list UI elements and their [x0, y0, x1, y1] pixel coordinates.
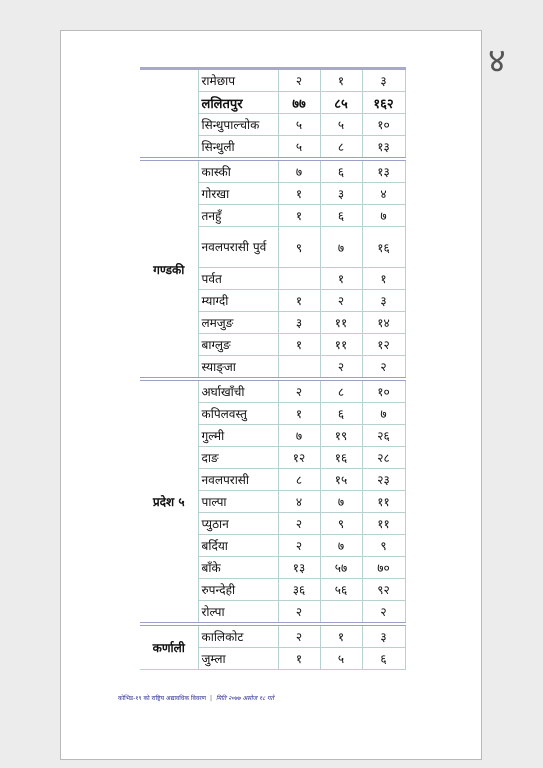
count-cell-1: [278, 356, 320, 380]
count-cell-1: २: [278, 601, 320, 625]
count-cell-2: ६: [320, 403, 362, 425]
district-cell: बाग्लुङ: [198, 334, 278, 356]
count-cell-1: ७: [278, 425, 320, 447]
district-cell: सिन्धुली: [198, 136, 278, 160]
table-row: [140, 379, 405, 403]
count-cell-2: ७: [320, 227, 362, 268]
count-cell-1: १: [278, 648, 320, 670]
district-cell: पर्वत: [198, 268, 278, 290]
total-cell: १०: [362, 379, 405, 403]
total-cell: १: [362, 268, 405, 290]
footer-date: मिति २०७७ असोज १८ गते: [216, 695, 274, 702]
total-cell: १४: [362, 312, 405, 334]
district-cell: कपिलवस्तु: [198, 403, 278, 425]
count-cell-2: १६: [320, 447, 362, 469]
district-cell: ललितपुर: [198, 92, 278, 114]
count-cell-2: १: [320, 624, 362, 648]
total-cell: ३: [362, 69, 405, 92]
total-cell: १३: [362, 136, 405, 160]
count-cell-1: १: [278, 403, 320, 425]
footer-title: कोभिड-१९ को राष्ट्रिय अद्यावधिक विवरण: [118, 695, 207, 702]
total-cell: ३: [362, 290, 405, 312]
count-cell-2: ५: [320, 648, 362, 670]
count-cell-2: ६: [320, 159, 362, 183]
count-cell-2: १५: [320, 469, 362, 491]
district-cell: स्याङ्जा: [198, 356, 278, 380]
count-cell-1: ८: [278, 469, 320, 491]
district-cell: तनहुँ: [198, 205, 278, 227]
district-cell: रामेछाप: [198, 69, 278, 92]
table-row: [140, 159, 405, 183]
count-cell-1: १: [278, 290, 320, 312]
count-cell-2: ८: [320, 379, 362, 403]
count-cell-2: ९: [320, 513, 362, 535]
district-cases-table: [140, 67, 406, 670]
total-cell: ३: [362, 624, 405, 648]
count-cell-2: ११: [320, 312, 362, 334]
district-cell: नवलपरासी पुर्व: [198, 227, 278, 268]
district-cell: गुल्मी: [198, 425, 278, 447]
count-cell-2: ८: [320, 136, 362, 160]
count-cell-1: १: [278, 183, 320, 205]
count-cell-2: ५७: [320, 557, 362, 579]
table-body: [140, 69, 405, 670]
table-row: [140, 69, 405, 92]
province-cell: कर्णाली: [140, 624, 198, 670]
count-cell-1: ४: [278, 491, 320, 513]
total-cell: ११: [362, 491, 405, 513]
district-cell: रुपन्देही: [198, 579, 278, 601]
total-cell: ९: [362, 535, 405, 557]
district-cell: सिन्धुपाल्चोक: [198, 114, 278, 136]
count-cell-1: १: [278, 334, 320, 356]
district-cell: बाँके: [198, 557, 278, 579]
total-cell: २: [362, 601, 405, 625]
district-cell: कालिकोट: [198, 624, 278, 648]
total-cell: १०: [362, 114, 405, 136]
total-cell: ६: [362, 648, 405, 670]
district-cell: पाल्पा: [198, 491, 278, 513]
footer-separator: |: [210, 695, 213, 702]
district-cell: जुम्ला: [198, 648, 278, 670]
count-cell-1: ३६: [278, 579, 320, 601]
district-cell: बर्दिया: [198, 535, 278, 557]
count-cell-2: ७: [320, 491, 362, 513]
district-cell: कास्की: [198, 159, 278, 183]
count-cell-2: [320, 601, 362, 625]
count-cell-1: १३: [278, 557, 320, 579]
total-cell: १२: [362, 334, 405, 356]
total-cell: ९२: [362, 579, 405, 601]
district-cell: प्युठान: [198, 513, 278, 535]
page-footer: [118, 694, 438, 702]
total-cell: २६: [362, 425, 405, 447]
total-cell: २८: [362, 447, 405, 469]
count-cell-1: [278, 268, 320, 290]
count-cell-1: १: [278, 205, 320, 227]
total-cell: ७: [362, 403, 405, 425]
count-cell-2: ११: [320, 334, 362, 356]
count-cell-1: ५: [278, 136, 320, 160]
count-cell-1: २: [278, 535, 320, 557]
total-cell: ७०: [362, 557, 405, 579]
count-cell-1: २: [278, 69, 320, 92]
province-cell: प्रदेश ५: [140, 379, 198, 624]
count-cell-2: २: [320, 290, 362, 312]
count-cell-2: १९: [320, 425, 362, 447]
count-cell-2: ६: [320, 205, 362, 227]
count-cell-1: २: [278, 624, 320, 648]
district-cell: लमजुङ: [198, 312, 278, 334]
count-cell-1: ९: [278, 227, 320, 268]
province-cell: गण्डकी: [140, 159, 198, 379]
total-cell: २: [362, 356, 405, 380]
total-cell: १६: [362, 227, 405, 268]
count-cell-1: २: [278, 513, 320, 535]
total-cell: १६२: [362, 92, 405, 114]
count-cell-2: ५: [320, 114, 362, 136]
province-cell: [140, 69, 198, 160]
count-cell-1: १२: [278, 447, 320, 469]
count-cell-1: ७७: [278, 92, 320, 114]
total-cell: ४: [362, 183, 405, 205]
count-cell-2: १: [320, 69, 362, 92]
district-cell: गोरखा: [198, 183, 278, 205]
count-cell-2: ८५: [320, 92, 362, 114]
count-cell-1: ५: [278, 114, 320, 136]
count-cell-2: ७: [320, 535, 362, 557]
total-cell: ७: [362, 205, 405, 227]
district-cell: म्याग्दी: [198, 290, 278, 312]
count-cell-2: ५६: [320, 579, 362, 601]
count-cell-2: २: [320, 356, 362, 380]
count-cell-2: १: [320, 268, 362, 290]
district-cell: रोल्पा: [198, 601, 278, 625]
district-cell: दाङ: [198, 447, 278, 469]
district-cell: अर्घाखाँची: [198, 379, 278, 403]
count-cell-1: ७: [278, 159, 320, 183]
district-cell: नवलपरासी: [198, 469, 278, 491]
count-cell-1: २: [278, 379, 320, 403]
count-cell-1: ३: [278, 312, 320, 334]
page-number: ४: [488, 41, 506, 81]
total-cell: ११: [362, 513, 405, 535]
total-cell: २३: [362, 469, 405, 491]
total-cell: १३: [362, 159, 405, 183]
table-row: [140, 624, 405, 648]
count-cell-2: ३: [320, 183, 362, 205]
